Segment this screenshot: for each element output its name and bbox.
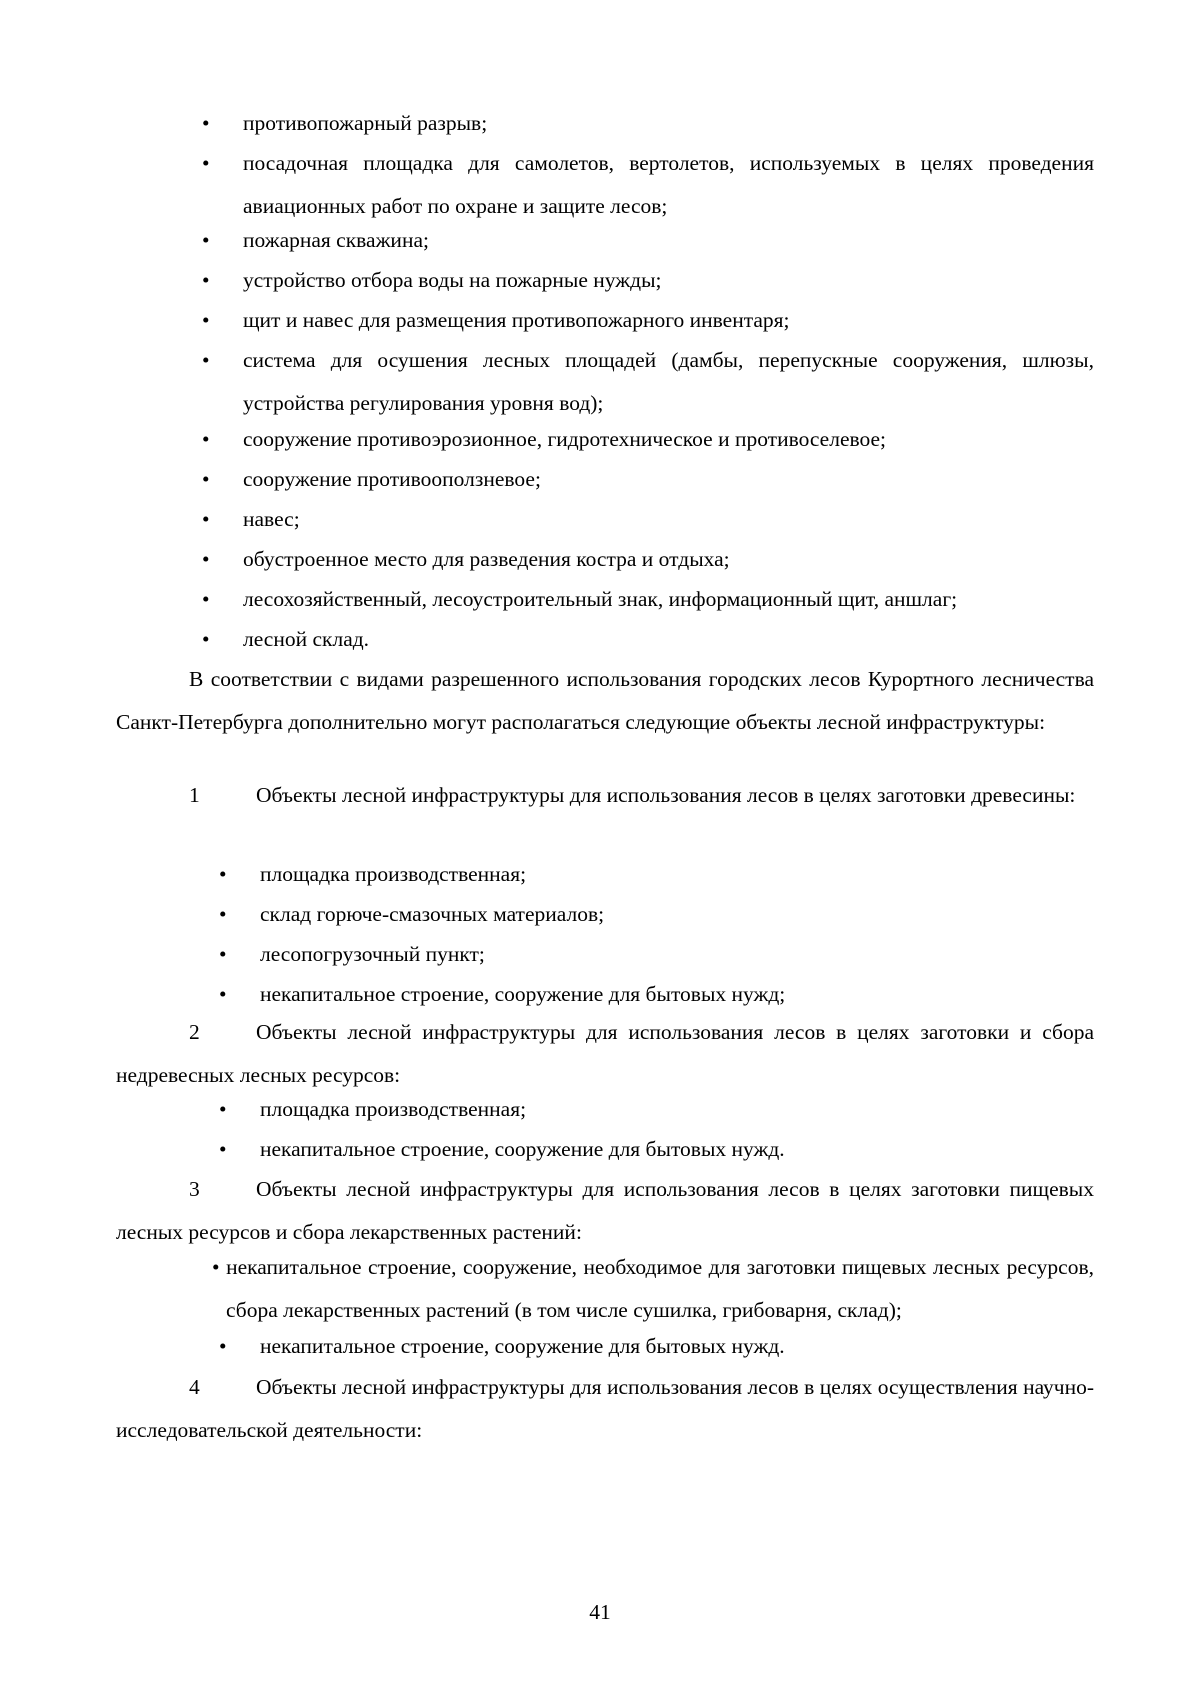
bullet-icon: • (202, 507, 210, 531)
bullet-icon: • (219, 982, 227, 1006)
bullet-icon: • (219, 1334, 227, 1358)
bullet-icon: • (202, 587, 210, 611)
list-item (219, 933, 1094, 976)
list-item-text: лесохозяйственный, лесоустроительный знак, информационный щит, аншлаг; (243, 587, 958, 611)
list-item (212, 1246, 1094, 1332)
list-item-text: некапитальное строение, сооружение, необходимое для заготовки пищевых лесных ресурсов, сбора лекарственных растений (в том числе сушилка, грибоварня, склад); (226, 1255, 1094, 1322)
list-item (219, 1325, 1094, 1368)
list-item (202, 418, 1094, 461)
section-title: Объекты лесной инфраструктуры для использования лесов в целях заготовки пищевых лесных ресурсов и сбора лекарственных растений: (116, 1177, 1094, 1244)
bullet-icon: • (219, 942, 227, 966)
list-item (202, 458, 1094, 501)
list-item (219, 973, 1094, 1016)
bullet-icon: • (202, 547, 210, 571)
bullet-icon: • (202, 111, 210, 135)
list-item (202, 219, 1094, 262)
section-number: 3 (189, 1177, 200, 1201)
list-item (202, 578, 1094, 621)
list-item-text: склад горюче-смазочных материалов; (260, 902, 605, 926)
list-item-text: система для осушения лесных площадей (дамбы, перепускные сооружения, шлюзы, устройства регулирования уровня вод); (243, 348, 1094, 415)
list-item-text: некапитальное строение, сооружение для бытовых нужд. (260, 1137, 785, 1161)
section-heading (116, 1366, 1094, 1452)
list-item-text: противопожарный разрыв; (243, 111, 488, 135)
bullet-icon: • (219, 1097, 227, 1121)
list-item-text: лесной склад. (243, 627, 370, 651)
list-item (219, 893, 1094, 936)
list-item (202, 618, 1094, 661)
list-item (202, 339, 1094, 425)
section-title: Объекты лесной инфраструктуры для использования лесов в целях заготовки древесины: (256, 783, 1076, 807)
list-item (219, 853, 1094, 896)
bullet-icon: • (219, 862, 227, 886)
bullet-icon: • (202, 467, 210, 491)
list-item-text: некапитальное строение, сооружение для бытовых нужд; (260, 982, 786, 1006)
section-heading (116, 1011, 1094, 1097)
list-item-text: навес; (243, 507, 300, 531)
bullet-icon: • (202, 427, 210, 451)
bullet-icon: • (202, 627, 210, 651)
list-item (219, 1088, 1094, 1131)
bullet-icon: • (202, 228, 210, 252)
bullet-icon: • (219, 1137, 227, 1161)
section-number: 2 (189, 1020, 200, 1044)
list-item-text: площадка производственная; (260, 1097, 527, 1121)
section-title: Объекты лесной инфраструктуры для использования лесов в целях заготовки и сбора недревесных лесных ресурсов: (116, 1020, 1094, 1087)
list-item-text: лесопогрузочный пункт; (260, 942, 485, 966)
list-item (202, 538, 1094, 581)
intro-paragraph: В соответствии с видами разрешенного использования городских лесов Курортного лесничества Санкт-Петербурга дополнительно могут располагаться следующие объекты лесной инфраструктуры: (116, 667, 1094, 734)
list-item (202, 259, 1094, 302)
list-item-text: площадка производственная; (260, 862, 527, 886)
list-item-text: обустроенное место для разведения костра и отдыха; (243, 547, 730, 571)
list-item-text: посадочная площадка для самолетов, вертолетов, используемых в целях проведения авиационных работ по охране и защите лесов; (243, 151, 1094, 218)
bullet-icon: • (202, 268, 210, 292)
list-item (219, 1128, 1094, 1171)
section-heading (116, 774, 1094, 817)
list-item (202, 498, 1094, 541)
section-number: 4 (189, 1375, 200, 1399)
bullet-icon: • (219, 902, 227, 926)
list-item-text: щит и навес для размещения противопожарного инвентаря; (243, 308, 790, 332)
page-number: 41 (589, 1600, 611, 1624)
section-title: Объекты лесной инфраструктуры для использования лесов в целях осуществления научно-исследовательской деятельности: (116, 1375, 1094, 1442)
bullet-icon: • (202, 348, 210, 372)
list-item (202, 142, 1094, 228)
bullet-icon: • (202, 308, 210, 332)
list-item (202, 299, 1094, 342)
bullet-icon: • (202, 151, 210, 175)
section-heading (116, 1168, 1094, 1254)
list-item-text: некапитальное строение, сооружение для бытовых нужд. (260, 1334, 785, 1358)
bullet-icon: • (212, 1255, 220, 1279)
list-item-text: сооружение противоэрозионное, гидротехническое и противоселевое; (243, 427, 887, 451)
list-item-text: сооружение противооползневое; (243, 467, 541, 491)
section-number: 1 (189, 783, 200, 807)
list-item-text: устройство отбора воды на пожарные нужды; (243, 268, 662, 292)
list-item (202, 102, 1094, 145)
list-item-text: пожарная скважина; (243, 228, 429, 252)
